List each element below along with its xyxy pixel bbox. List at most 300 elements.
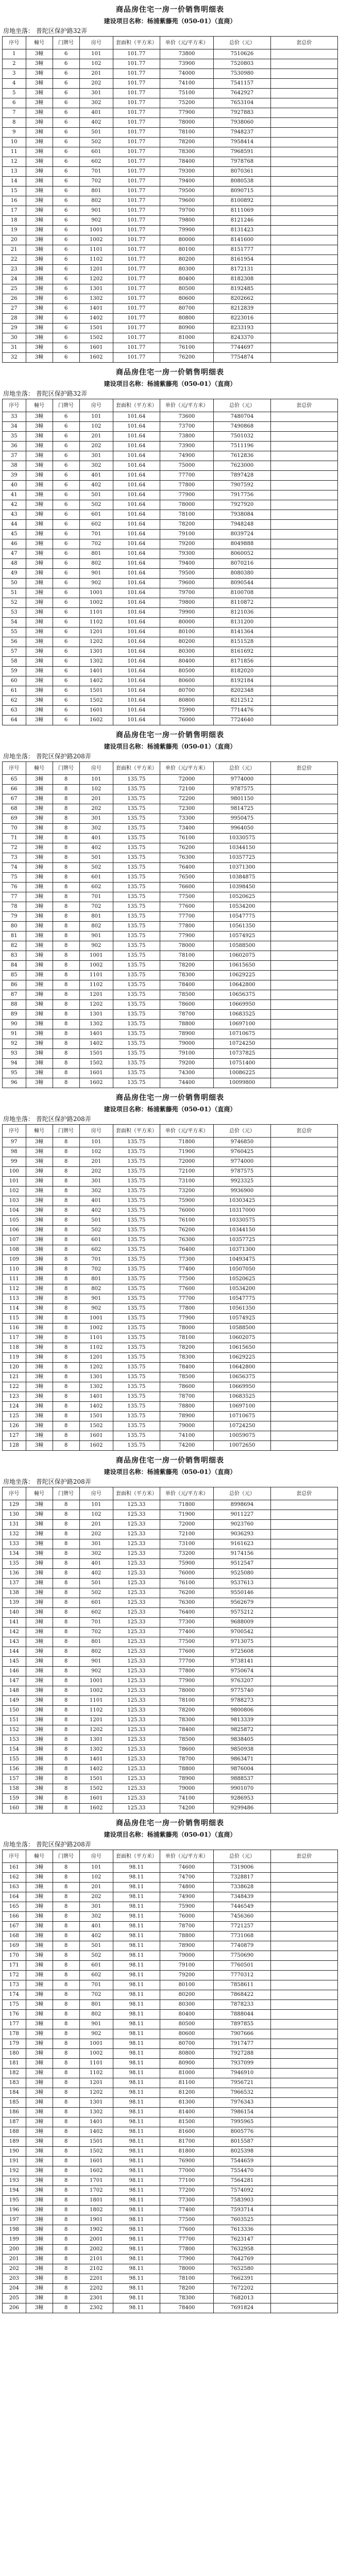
table-cell: 7946910 <box>214 2069 271 2078</box>
table-cell: 76000 <box>160 716 213 725</box>
table-cell: 78400 <box>160 1725 213 1735</box>
table-cell: 902 <box>79 1304 113 1314</box>
table-cell: 8 <box>53 2255 79 2264</box>
table-row <box>3 1530 338 1539</box>
column-header: 套面积（平方米） <box>113 1487 160 1500</box>
table-cell: 24 <box>3 275 26 284</box>
table-row <box>3 1167 338 1177</box>
table-cell <box>270 951 337 961</box>
table-cell: 72300 <box>160 804 213 814</box>
table-cell: 602 <box>79 1971 113 1980</box>
table-cell: 33 <box>3 412 26 422</box>
table-cell: 125.33 <box>113 1765 160 1774</box>
table-row <box>3 922 338 931</box>
table-cell: 172 <box>3 1971 26 1980</box>
table-cell: 1502 <box>79 1421 113 1431</box>
table-cell <box>270 1794 337 1804</box>
price-table <box>2 1487 338 1814</box>
table-row <box>3 1372 338 1382</box>
table-cell <box>270 1686 337 1696</box>
table-cell: 101.77 <box>113 118 160 128</box>
table-row <box>3 951 338 961</box>
table-cell: 8039724 <box>214 530 271 539</box>
table-cell: 3幢 <box>26 824 53 834</box>
table-cell: 6 <box>53 588 79 598</box>
table-cell: 9738141 <box>214 1657 271 1667</box>
table-row <box>3 432 338 442</box>
table-row <box>3 324 338 333</box>
table-cell: 701 <box>79 167 113 177</box>
table-cell: 70 <box>3 824 26 834</box>
column-header: 房号 <box>79 1850 113 1863</box>
table-cell: 125.33 <box>113 1657 160 1667</box>
table-cell: 10588500 <box>214 941 271 951</box>
table-cell: 3幢 <box>26 118 53 128</box>
table-cell: 8 <box>53 1774 79 1784</box>
table-cell: 8 <box>53 1157 79 1167</box>
table-cell: 502 <box>79 138 113 147</box>
table-cell: 98.11 <box>113 2264 160 2274</box>
table-cell: 120 <box>3 1363 26 1372</box>
table-cell: 1202 <box>79 1000 113 1010</box>
table-row <box>3 1912 338 1922</box>
table-cell: 8212839 <box>214 304 271 314</box>
table-cell: 135.75 <box>113 1382 160 1392</box>
table-cell <box>270 284 337 294</box>
column-header: 序号 <box>3 762 26 775</box>
table-cell: 72000 <box>160 1520 213 1530</box>
table-cell: 106 <box>3 1226 26 1235</box>
table-cell: 3幢 <box>26 324 53 333</box>
table-cell: 10669950 <box>214 1382 271 1392</box>
column-header: 单价（元/平方米） <box>160 1125 213 1138</box>
table-cell: 8 <box>53 2215 79 2225</box>
table-cell: 1302 <box>79 2108 113 2117</box>
table-cell: 3幢 <box>26 1382 53 1392</box>
table-cell: 3幢 <box>26 2147 53 2157</box>
table-cell: 175 <box>3 2000 26 2010</box>
table-cell: 10574925 <box>214 931 271 941</box>
table-cell: 101.77 <box>113 98 160 108</box>
table-cell: 183 <box>3 2078 26 2088</box>
table-cell: 6 <box>53 412 79 422</box>
table-row <box>3 1049 338 1059</box>
table-cell <box>270 676 337 686</box>
table-cell: 7456360 <box>214 1912 271 1922</box>
table-cell: 135.75 <box>113 1167 160 1177</box>
table-cell: 80200 <box>160 637 213 647</box>
table-cell: 7976343 <box>214 2098 271 2108</box>
table-cell: 3幢 <box>26 1372 53 1382</box>
table-cell: 8 <box>53 1569 79 1579</box>
table-cell: 102 <box>79 785 113 794</box>
table-cell: 77100 <box>160 2176 213 2186</box>
table-cell: 10357725 <box>214 1235 271 1245</box>
table-row <box>3 2196 338 2206</box>
table-cell: 3幢 <box>26 255 53 265</box>
table-cell: 80 <box>3 922 26 931</box>
table-cell: 3幢 <box>26 481 53 490</box>
table-row <box>3 1628 338 1637</box>
table-cell: 501 <box>79 128 113 138</box>
table-row <box>3 1187 338 1196</box>
table-cell: 8 <box>53 892 79 902</box>
table-cell: 135.75 <box>113 971 160 980</box>
table-cell: 201 <box>79 432 113 442</box>
table-cell: 8131200 <box>214 618 271 628</box>
table-cell: 8 <box>53 1755 79 1765</box>
table-cell <box>270 2245 337 2255</box>
table-cell: 10710675 <box>214 1412 271 1421</box>
table-cell: 9813339 <box>214 1716 271 1725</box>
table-cell <box>270 2029 337 2039</box>
table-cell: 6 <box>53 637 79 647</box>
table-cell: 9763207 <box>214 1676 271 1686</box>
table-cell: 7927288 <box>214 2049 271 2059</box>
table-cell: 10099800 <box>214 1078 271 1088</box>
table-cell: 1402 <box>79 314 113 324</box>
table-cell: 155 <box>3 1755 26 1765</box>
table-cell: 77900 <box>160 2255 213 2264</box>
table-cell: 72100 <box>160 1167 213 1177</box>
table-cell: 135.75 <box>113 931 160 941</box>
table-row <box>3 226 338 235</box>
table-cell: 125.33 <box>113 1735 160 1745</box>
table-cell <box>270 549 337 559</box>
table-cell <box>270 1892 337 1902</box>
table-cell <box>270 1226 337 1235</box>
table-cell: 6 <box>53 461 79 471</box>
table-cell: 601 <box>79 1961 113 1971</box>
table-cell: 3幢 <box>26 442 53 451</box>
table-cell: 135.75 <box>113 1020 160 1029</box>
table-row <box>3 1873 338 1883</box>
table-cell: 1501 <box>79 1412 113 1421</box>
table-cell: 127 <box>3 1431 26 1441</box>
table-cell: 501 <box>79 1579 113 1588</box>
table-cell: 3幢 <box>26 2303 53 2313</box>
column-header: 套面积（平方米） <box>113 399 160 412</box>
table-cell: 8 <box>53 1941 79 1951</box>
table-cell: 8212512 <box>214 696 271 706</box>
table-cell: 3幢 <box>26 637 53 647</box>
table-cell <box>270 1696 337 1706</box>
table-cell: 41 <box>3 490 26 500</box>
table-cell: 12 <box>3 157 26 167</box>
table-cell: 10737825 <box>214 1049 271 1059</box>
table-cell: 76500 <box>160 873 213 883</box>
table-cell: 10697100 <box>214 1020 271 1029</box>
table-row <box>3 1667 338 1676</box>
table-cell: 401 <box>79 834 113 843</box>
table-cell: 402 <box>79 481 113 490</box>
table-cell: 8 <box>53 1138 79 1147</box>
table-cell: 177 <box>3 2020 26 2029</box>
table-cell: 77700 <box>160 471 213 481</box>
table-cell: 3幢 <box>26 1883 53 1892</box>
table-row <box>3 265 338 275</box>
table-cell: 3幢 <box>26 1343 53 1353</box>
table-cell: 8 <box>53 1588 79 1598</box>
table-cell: 3幢 <box>26 1569 53 1579</box>
table-row <box>3 1402 338 1412</box>
table-cell: 73800 <box>160 49 213 59</box>
table-row <box>3 1706 338 1716</box>
table-cell: 101.77 <box>113 69 160 79</box>
table-cell: 7672202 <box>214 2284 271 2294</box>
table-cell: 125.33 <box>113 1608 160 1618</box>
table-cell: 3幢 <box>26 1138 53 1147</box>
table-cell: 202 <box>79 1892 113 1902</box>
table-cell: 7907666 <box>214 2029 271 2039</box>
table-cell: 88 <box>3 1000 26 1010</box>
table-cell <box>270 118 337 128</box>
table-cell: 8 <box>53 1078 79 1088</box>
table-cell <box>270 59 337 69</box>
table-cell: 302 <box>79 461 113 471</box>
table-cell: 152 <box>3 1725 26 1735</box>
table-cell: 3幢 <box>26 187 53 196</box>
column-header: 套总价 <box>270 399 337 412</box>
column-header: 幢号 <box>26 1850 53 1863</box>
table-cell: 8 <box>53 2274 79 2284</box>
table-cell: 6 <box>53 118 79 128</box>
table-cell: 8 <box>53 2098 79 2108</box>
table-cell: 78100 <box>160 2274 213 2284</box>
table-cell: 8 <box>53 1196 79 1206</box>
table-cell: 8 <box>53 804 79 814</box>
table-cell: 1302 <box>79 1382 113 1392</box>
table-cell <box>270 1745 337 1755</box>
project-name: 建设项目名称：杨浦紫藤苑（050-01）（直商） <box>104 743 236 750</box>
table-cell: 101.77 <box>113 157 160 167</box>
table-cell: 89 <box>3 1010 26 1020</box>
table-cell: 182 <box>3 2069 26 2078</box>
table-cell <box>270 824 337 834</box>
table-cell: 98.11 <box>113 1961 160 1971</box>
table-cell: 156 <box>3 1765 26 1774</box>
table-row <box>3 1676 338 1686</box>
table-cell: 8 <box>53 941 79 951</box>
table-cell <box>270 2127 337 2137</box>
table-cell: 3幢 <box>26 559 53 569</box>
table-cell: 125.33 <box>113 1628 160 1637</box>
table-cell: 163 <box>3 1883 26 1892</box>
table-cell: 6 <box>53 539 79 549</box>
table-cell: 7541157 <box>214 79 271 89</box>
table-cell <box>270 1676 337 1686</box>
table-row <box>3 2010 338 2020</box>
table-cell: 10574925 <box>214 1314 271 1324</box>
table-cell: 10507050 <box>214 1265 271 1275</box>
table-cell: 9299486 <box>214 1804 271 1814</box>
table-cell: 55 <box>3 628 26 637</box>
table-cell: 166 <box>3 1912 26 1922</box>
table-cell: 135.75 <box>113 1059 160 1069</box>
table-cell: 73700 <box>160 422 213 432</box>
table-cell: 112 <box>3 1284 26 1294</box>
table-cell: 204 <box>3 2284 26 2294</box>
table-cell: 3幢 <box>26 422 53 432</box>
table-cell: 3幢 <box>26 1637 53 1647</box>
table-cell: 101.77 <box>113 314 160 324</box>
table-cell: 79400 <box>160 177 213 187</box>
table-cell: 98.11 <box>113 2166 160 2176</box>
table-cell <box>270 108 337 118</box>
table-cell: 601 <box>79 1598 113 1608</box>
property-address: 房地坐落： 普陀区保护路208弄 <box>3 1115 91 1123</box>
table-cell: 101.77 <box>113 49 160 59</box>
table-cell: 78 <box>3 902 26 912</box>
table-cell: 8151777 <box>214 245 271 255</box>
table-cell: 3幢 <box>26 539 53 549</box>
table-row <box>3 1588 338 1598</box>
table-cell: 3幢 <box>26 814 53 824</box>
table-cell: 7691824 <box>214 2303 271 2313</box>
table-cell: 1202 <box>79 2088 113 2098</box>
table-row <box>3 2127 338 2137</box>
table-cell: 78100 <box>160 1333 213 1343</box>
table-cell: 1102 <box>79 1343 113 1353</box>
table-cell: 75 <box>3 873 26 883</box>
table-cell: 10303425 <box>214 1196 271 1206</box>
table-row <box>3 1804 338 1814</box>
table-cell: 7642769 <box>214 2255 271 2264</box>
table-cell: 6 <box>53 235 79 245</box>
column-header: 房号 <box>79 1487 113 1500</box>
table-cell: 77300 <box>160 2196 213 2206</box>
table-cell: 9760425 <box>214 1147 271 1157</box>
table-cell <box>270 1510 337 1520</box>
table-cell: 135.75 <box>113 1255 160 1265</box>
table-cell: 3幢 <box>26 2029 53 2039</box>
table-cell: 135.75 <box>113 863 160 873</box>
column-header: 套总价 <box>270 762 337 775</box>
table-cell: 7632958 <box>214 2245 271 2255</box>
table-cell: 7978768 <box>214 157 271 167</box>
table-cell: 78700 <box>160 1392 213 1402</box>
table-cell: 79200 <box>160 1059 213 1069</box>
table-cell: 79 <box>3 912 26 922</box>
table-cell: 160 <box>3 1804 26 1814</box>
table-cell: 101.64 <box>113 461 160 471</box>
table-cell: 10683525 <box>214 1392 271 1402</box>
table-cell: 101.64 <box>113 510 160 520</box>
table-cell: 8161954 <box>214 255 271 265</box>
table-cell: 98.11 <box>113 1980 160 1990</box>
table-cell: 6 <box>53 657 79 667</box>
table-cell <box>270 1138 337 1147</box>
table-cell: 7682013 <box>214 2294 271 2303</box>
table-cell: 135.75 <box>113 775 160 785</box>
table-cell: 78300 <box>160 2294 213 2303</box>
table-cell <box>270 2186 337 2196</box>
table-cell: 9774000 <box>214 1157 271 1167</box>
table-cell <box>270 1971 337 1980</box>
table-cell <box>270 647 337 657</box>
table-cell: 8 <box>53 1647 79 1657</box>
table-cell: 7927883 <box>214 108 271 118</box>
table-cell: 3幢 <box>26 177 53 187</box>
table-cell: 135.75 <box>113 1314 160 1324</box>
table-cell: 77600 <box>160 1647 213 1657</box>
table-cell: 3幢 <box>26 1206 53 1216</box>
table-cell: 3幢 <box>26 2294 53 2303</box>
table-cell: 8 <box>53 1324 79 1333</box>
table-cell: 1101 <box>79 2059 113 2069</box>
table-cell: 3幢 <box>26 510 53 520</box>
table-cell <box>270 1245 337 1255</box>
table-cell: 151 <box>3 1716 26 1725</box>
table-cell: 98.11 <box>113 1873 160 1883</box>
table-cell: 3幢 <box>26 1039 53 1049</box>
table-cell: 81000 <box>160 333 213 343</box>
table-cell: 98.11 <box>113 1863 160 1873</box>
table-cell: 78400 <box>160 980 213 990</box>
table-cell: 10615650 <box>214 1343 271 1353</box>
table-cell <box>270 1314 337 1324</box>
table-cell: 98.11 <box>113 2020 160 2029</box>
table-cell: 8 <box>53 1598 79 1608</box>
table-row <box>3 1716 338 1725</box>
table-cell <box>270 2147 337 2157</box>
table-cell: 8 <box>53 1657 79 1667</box>
table-cell <box>270 1931 337 1941</box>
table-cell <box>270 971 337 980</box>
table-cell: 6 <box>53 147 79 157</box>
table-cell: 8141600 <box>214 235 271 245</box>
table-cell: 1501 <box>79 2137 113 2147</box>
table-cell: 101.77 <box>113 216 160 226</box>
table-cell: 9562679 <box>214 1598 271 1608</box>
table-cell: 9512547 <box>214 1559 271 1569</box>
table-cell: 10751400 <box>214 1059 271 1069</box>
table-cell: 3幢 <box>26 1686 53 1696</box>
table-cell: 701 <box>79 1255 113 1265</box>
table-cell: 8 <box>53 1147 79 1157</box>
table-cell <box>270 1961 337 1971</box>
table-cell: 78800 <box>160 1931 213 1941</box>
table-cell: 78200 <box>160 1706 213 1716</box>
table-cell: 79100 <box>160 1049 213 1059</box>
table-cell: 135.75 <box>113 1324 160 1333</box>
table-row <box>3 2059 338 2069</box>
table-cell: 74300 <box>160 1069 213 1078</box>
table-cell: 10588500 <box>214 1324 271 1333</box>
table-cell: 91 <box>3 1029 26 1039</box>
sheet-title: 商品房住宅一房一价销售明细表 <box>116 1819 224 1827</box>
table-cell: 125.33 <box>113 1598 160 1608</box>
table-cell: 79400 <box>160 559 213 569</box>
table-cell <box>270 1598 337 1608</box>
table-cell <box>270 1608 337 1618</box>
table-cell: 78200 <box>160 520 213 530</box>
table-cell: 135.75 <box>113 1431 160 1441</box>
table-cell: 9036293 <box>214 1530 271 1539</box>
table-cell: 8141364 <box>214 628 271 637</box>
table-cell: 3幢 <box>26 2264 53 2274</box>
table-cell: 902 <box>79 2029 113 2039</box>
table-cell: 8 <box>53 2049 79 2059</box>
table-cell: 77800 <box>160 1304 213 1314</box>
table-cell: 3幢 <box>26 343 53 353</box>
table-row <box>3 1324 338 1333</box>
table-cell: 8 <box>53 1961 79 1971</box>
table-cell: 3幢 <box>26 1069 53 1078</box>
table-cell: 3幢 <box>26 961 53 971</box>
table-cell: 10724250 <box>214 1421 271 1431</box>
table-cell: 162 <box>3 1873 26 1883</box>
